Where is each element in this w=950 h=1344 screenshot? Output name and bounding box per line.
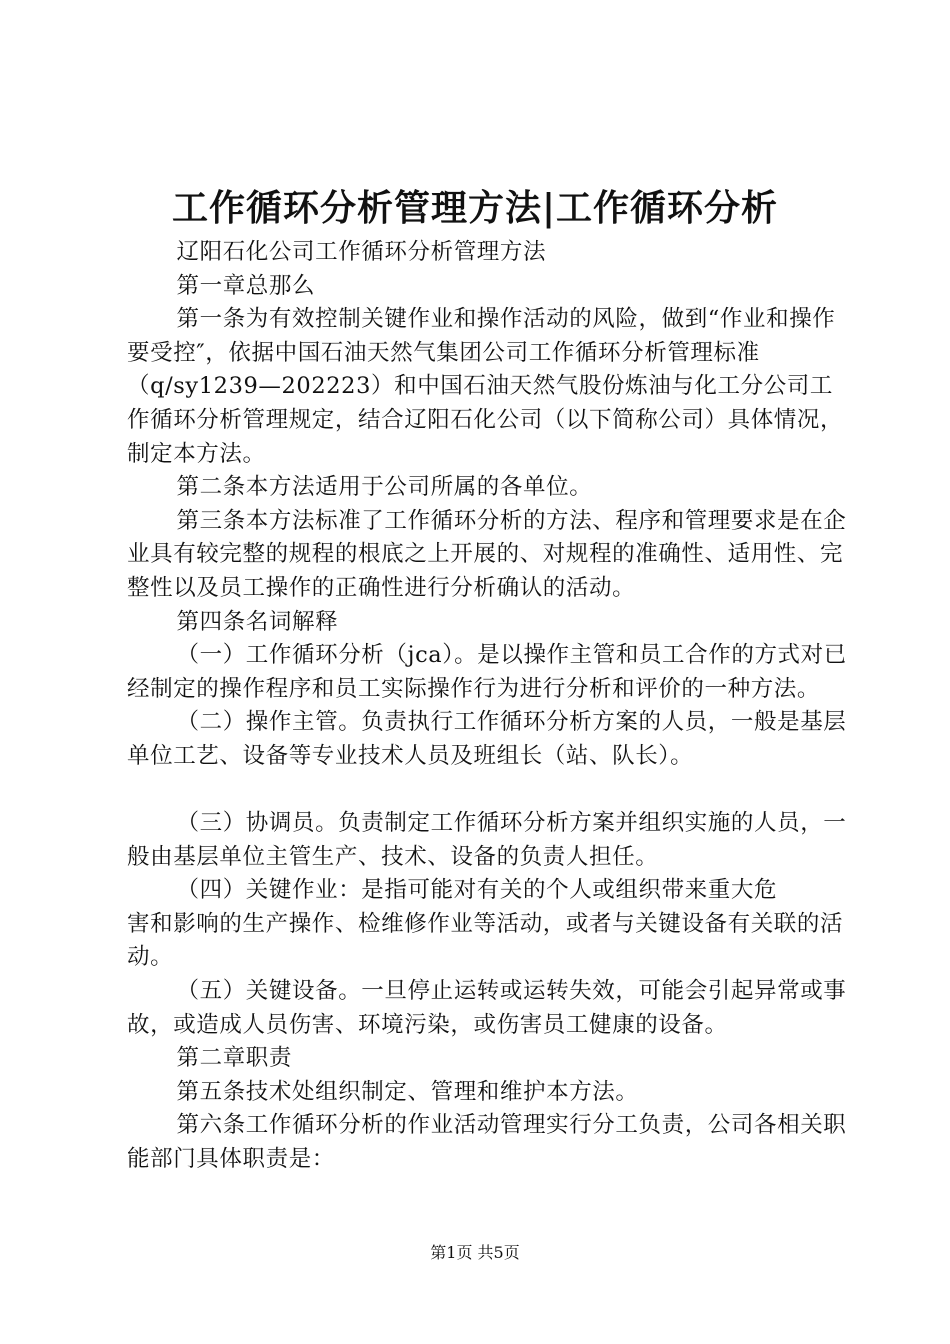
paragraph-article-5: 第五条技术处组织制定、管理和维护本方法。 — [176, 1078, 639, 1105]
paragraph-definition-5: （五）关键设备。一旦停止运转或运转失效，可能会引起异常或事故，或造成人员伤害、环境污染，或伤害员工健康的设备。 — [127, 978, 847, 1038]
paragraph-chapter-2: 第二章职责 — [176, 1045, 293, 1072]
paragraph-definition-4-cont: 害和影响的生产操作、检维修作业等活动，或者与关键设备有关联的活动。 — [127, 910, 844, 971]
document-body — [127, 236, 847, 1177]
paragraph-article-6: 第六条工作循环分析的作业活动管理实行分工负责，公司各相关职能部门具体职责是： — [127, 1112, 847, 1173]
paragraph-definition-1: （一）工作循环分析（jca）。是以操作主管和员工合作的方式对已经制定的操作程序和员工实际操作行为进行分析和评价的一种方法。 — [127, 642, 847, 702]
paragraph-article-4: 第四条名词解释 — [176, 608, 339, 635]
paragraph-article-3: 第三条本方法标准了工作循环分析的方法、程序和管理要求是在企业具有较完整的规程的根底之上开展的、对规程的准确性、适用性、完整性以及员工操作的正确性进行分析确认的活动。 — [127, 507, 847, 601]
paragraph-definition-4: （四）关键作业：是指可能对有关的个人或组织带来重大危 — [176, 877, 778, 904]
paragraph-definition-3: （三）协调员。负责制定工作循环分析方案并组织实施的人员，一般由基层单位主管生产、技术、设备的负责人担任。 — [127, 810, 847, 870]
page-footer: 第1页 共5页 — [430, 1243, 520, 1262]
paragraph-subtitle: 辽阳石化公司工作循环分析管理方法 — [176, 239, 547, 265]
document-title: 工作循环分析管理方法|工作循环分析 — [171, 187, 779, 229]
paragraph-definition-2: （二）操作主管。负责执行工作循环分析方案的人员，一般是基层单位工艺、设备等专业技术人员及班组长（站、队长）。 — [127, 709, 847, 769]
paragraph-chapter-1: 第一章总那么 — [176, 272, 316, 299]
paragraph-article-2: 第二条本方法适用于公司所属的各单位。 — [176, 474, 593, 501]
paragraph-article-1: 第一条为有效控制关键作业和操作活动的风险，做到“作业和操作要受控″，依据中国石油天然气集团公司工作循环分析管理标准（q/sy1239—202223）和中国石油天然气股份炼油与化工分公司工作循环分析管理规定，结合辽阳石化公司（以下简称公司）具体情况，制定本方法。 — [127, 306, 844, 467]
